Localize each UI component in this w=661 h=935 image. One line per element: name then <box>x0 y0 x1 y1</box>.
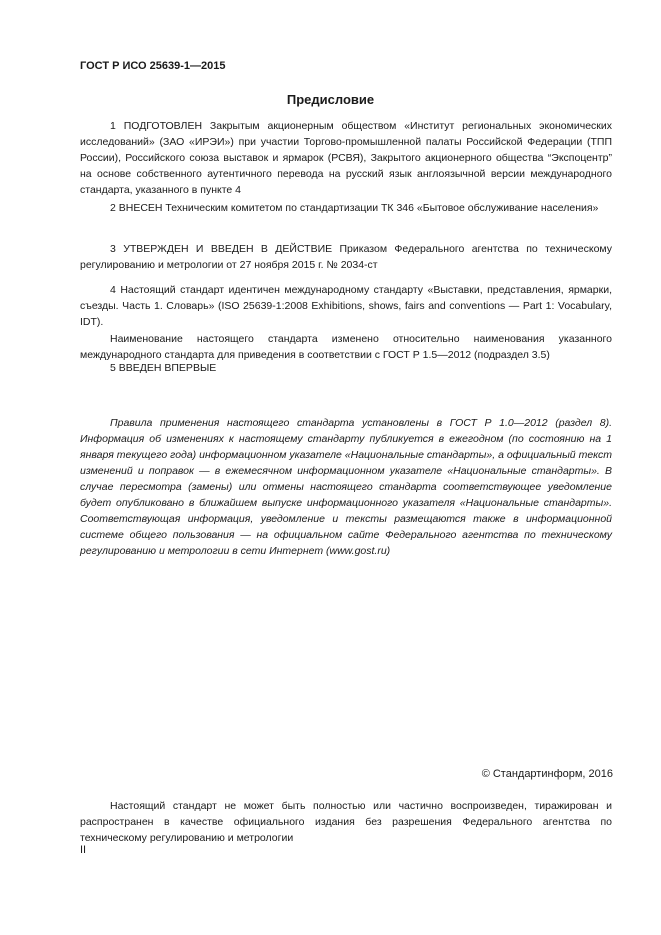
foreword-item-4-note: Наименование настоящего стандарта изменено относительно наименования указанного международного стандарта для приведения в соответствии с ГОСТ Р 1.5—2012 (подраздел 3.5) <box>80 333 612 361</box>
foreword-item-2: 2 ВНЕСЕН Техническим комитетом по стандартизации ТК 346 «Бытовое обслуживание населения» <box>110 202 599 214</box>
foreword-item-4: 4 Настоящий стандарт идентичен международному стандарту «Выставки, представления, ярмарки, съезды. Часть 1. Словарь» (ISO 25639-1:2008 Exhibitions, shows, fairs and conventions — Part 1: Vocabulary, IDT). <box>80 284 612 328</box>
reproduction-notice: Настоящий стандарт не может быть полностью или частично воспроизведен, тиражирован и распространен в качестве официального издания без разрешения Федерального агентства по техническому регулированию и метрологии <box>80 800 612 844</box>
application-rules-notice: Правила применения настоящего стандарта установлены в ГОСТ Р 1.0—2012 (раздел 8). Информация об изменениях к настоящему стандарту публикуется в ежегодном (по состоянию на 1 января текущего года) информационном указателе «Национальные стандарты», а официальный текст изменений и поправок — в ежемесячном информационном указателе «Национальные стандарты». В случае пересмотра (замены) или отмены настоящего стандарта соответствующее уведомление будет опубликовано в ближайшем выпуске информационного указателя «Национальные стандарты». Соответствующая информация, уведомление и тексты размещаются также в информационной системе общего пользования — на официальном сайте Федерального агентства по техническому регулированию и метрологии в сети Интернет (www.gost.ru) <box>80 417 612 557</box>
foreword-item-5: 5 ВВЕДЕН ВПЕРВЫЕ <box>110 362 217 374</box>
section-title: Предисловие <box>286 92 375 107</box>
document-code: ГОСТ Р ИСО 25639-1—2015 <box>80 60 226 72</box>
page-number: II <box>80 844 87 856</box>
foreword-item-3: 3 УТВЕРЖДЕН И ВВЕДЕН В ДЕЙСТВИЕ Приказом Федерального агентства по техническому регулированию и метрологии от 27 ноября 2015 г. № 2034-ст <box>80 243 612 271</box>
copyright: © Стандартинформ, 2016 <box>481 768 613 780</box>
foreword-item-1: 1 ПОДГОТОВЛЕН Закрытым акционерным обществом «Институт региональных экономических исследований» (ЗАО «ИРЭИ») при участии Торгово-промышленной палаты Российской Федерации (ТПП России), Российского союза выставок и ярмарок (РСВЯ), Закрытого акционерного общества “Экспоцентр” на основе собственного аутентичного перевода на русский язык англоязычной версии международного стандарта, указанного в пункте 4 <box>80 120 612 196</box>
